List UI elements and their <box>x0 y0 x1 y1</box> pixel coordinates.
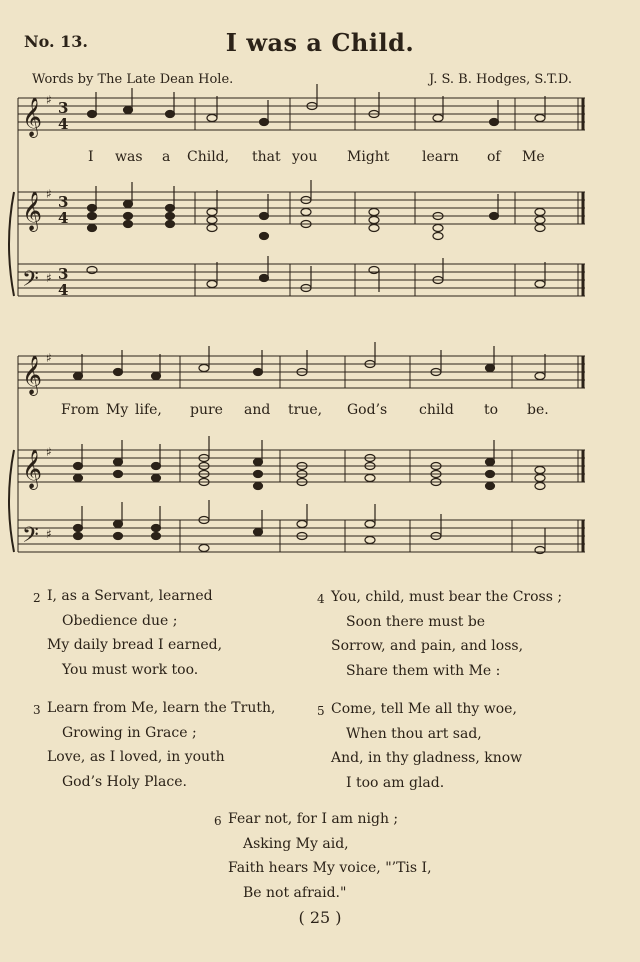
verse-line: Come, tell Me all thy woe, <box>331 701 517 717</box>
verse-number: 5 <box>317 704 325 718</box>
bass-clef-icon: 𝄢 <box>22 523 39 553</box>
lyric-syllable: Child, <box>187 149 230 165</box>
verse-5 <box>317 697 523 795</box>
verse-number: 6 <box>214 814 222 828</box>
lyric-syllable: of <box>487 149 501 165</box>
bass-clef-icon: 𝄢 <box>22 267 39 297</box>
time-signature-bottom: 4 <box>58 115 69 133</box>
staff-1-bass <box>18 264 585 296</box>
verse-line: I, as a Servant, learned <box>47 588 213 604</box>
lyric-syllable: be. <box>527 402 549 418</box>
verse-6 <box>214 807 432 905</box>
verse-line: My daily bread I earned, <box>47 637 223 653</box>
lyric-syllable: I <box>88 149 94 165</box>
verse-line: Be not afraid." <box>243 884 347 901</box>
staff-1-treble <box>18 192 585 224</box>
verse-line: And, in thy gladness, know <box>331 750 523 766</box>
lyric-syllable: that <box>252 149 281 165</box>
verse-line: Sorrow, and pain, and loss, <box>331 638 524 654</box>
lyric-syllable: was <box>115 149 143 165</box>
time-signature-bottom: 4 <box>58 281 69 299</box>
hymn-number: No. 13. <box>24 32 88 51</box>
verse-line: You must work too. <box>62 661 199 678</box>
lyric-syllable: Me <box>522 149 545 165</box>
verse-line: Soon there must be <box>346 613 486 630</box>
time-signature-top: 3 <box>58 193 69 211</box>
lyric-syllable: child <box>419 402 454 418</box>
hymn-title: I was a Child. <box>225 28 415 57</box>
verse-2 <box>33 584 223 682</box>
time-signature-bottom: 4 <box>58 209 69 227</box>
verse-line: Growing in Grace ; <box>62 724 197 741</box>
sharp-icon: ♯ <box>46 187 52 201</box>
sharp-icon: ♯ <box>46 93 52 107</box>
verse-line: Fear not, for I am nigh ; <box>228 811 399 827</box>
staff-2-melody <box>18 356 585 388</box>
sharp-icon: ♯ <box>46 527 52 541</box>
words-credit: Words by The Late Dean Hole. <box>32 72 234 87</box>
verse-line: Faith hears My voice, "’Tis I, <box>228 860 432 876</box>
verse-line: Asking My aid, <box>243 835 349 852</box>
page-number: ( 25 ) <box>298 908 342 927</box>
verse-line: I too am glad. <box>346 774 445 791</box>
verse-number: 2 <box>33 591 41 605</box>
verse-line: You, child, must bear the Cross ; <box>331 589 563 605</box>
verse-line: Learn from Me, learn the Truth, <box>47 700 276 716</box>
verse-line: Share them with Me : <box>346 662 501 679</box>
verse-3 <box>33 696 276 794</box>
treble-clef-icon: 𝄞 <box>22 191 43 231</box>
verse-line: When thou art sad, <box>346 725 482 742</box>
time-signature-top: 3 <box>58 99 69 117</box>
lyric-syllable: pure <box>190 402 223 418</box>
lyric-syllable: God’s <box>347 402 388 418</box>
lyric-syllable: you <box>292 149 318 165</box>
verse-number: 4 <box>317 592 325 606</box>
verse-line: Love, as I loved, in youth <box>47 749 225 765</box>
treble-clef-icon: 𝄞 <box>22 449 43 489</box>
sharp-icon: ♯ <box>46 351 52 365</box>
treble-clef-icon: 𝄞 <box>22 97 43 137</box>
lyric-syllable: My <box>106 402 129 418</box>
verse-number: 3 <box>33 703 41 717</box>
time-signature-top: 3 <box>58 265 69 283</box>
lyric-syllable: life, <box>135 402 162 418</box>
sharp-icon: ♯ <box>46 271 52 285</box>
lyric-syllable: true, <box>288 402 323 418</box>
verse-line: God’s Holy Place. <box>62 773 187 790</box>
lyric-syllable: learn <box>422 149 459 165</box>
lyric-syllable: From <box>61 402 100 418</box>
lyric-syllable: Might <box>347 149 390 165</box>
treble-clef-icon: 𝄞 <box>22 355 43 395</box>
staff-1-melody <box>18 98 585 130</box>
verse-4 <box>317 585 563 683</box>
verse-line: Obedience due ; <box>62 612 178 629</box>
music-credit: J. S. B. Hodges, S.T.D. <box>429 72 572 87</box>
lyric-syllable: and <box>244 402 271 418</box>
lyric-syllable: to <box>484 402 499 418</box>
lyric-syllable: a <box>162 149 171 165</box>
sharp-icon: ♯ <box>46 445 52 459</box>
staff-2-bass <box>18 520 585 552</box>
